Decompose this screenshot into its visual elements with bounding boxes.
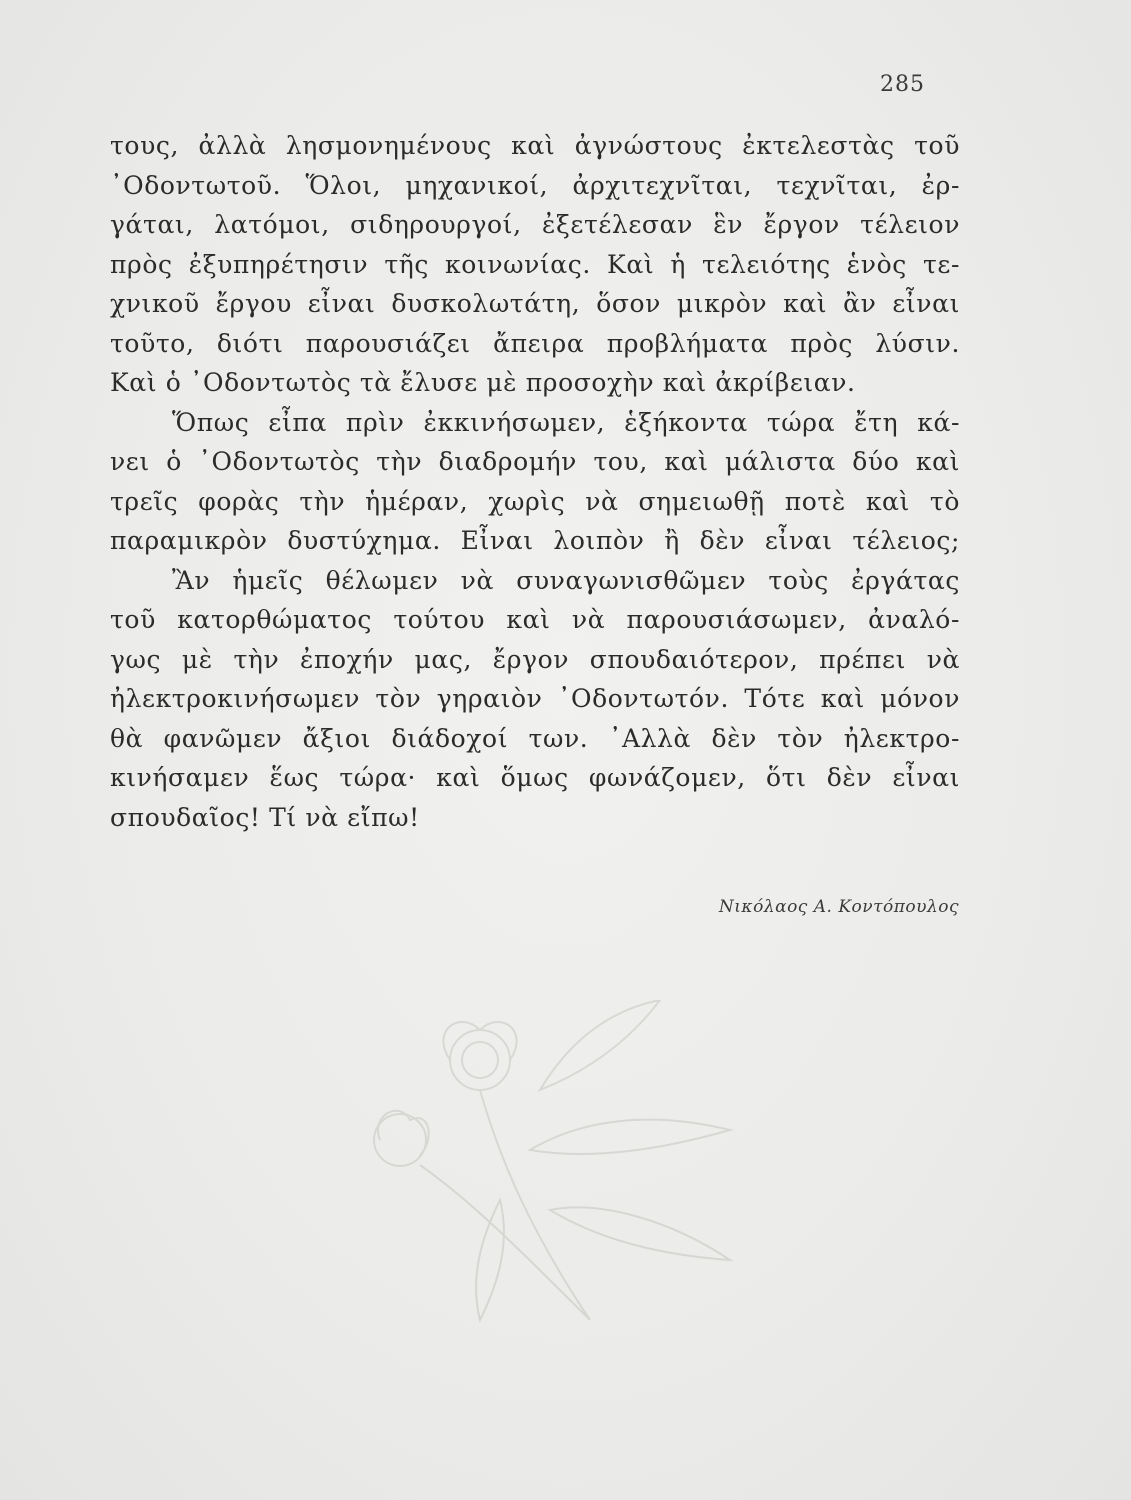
text-line: γάται, λατόμοι, σιδηρουργοί, ἐξετέλεσαν ἓν ἔργον τέλειον: [110, 210, 960, 239]
text-line: θὰ φανῶμεν ἄξιοι διάδοχοί των. ᾿Αλλὰ δὲν τὸν ἠλεκτρο-: [110, 723, 960, 753]
text-line: ἠλεκτροκινήσωμεν τὸν γηραιὸν ᾿Οδοντωτόν. Τότε καὶ μόνον: [110, 684, 960, 713]
text-line: ᾿Οδοντωτοῦ. Ὅλοι, μηχανικοί, ἀρχιτεχνῖται, τεχνῖται, ἐρ-: [110, 170, 960, 200]
text-line: χνικοῦ ἔργου εἶναι δυσκολωτάτη, ὅσον μικρὸν καὶ ἂν εἶναι: [110, 289, 960, 318]
text-line: σπουδαῖος! Τί νὰ εἴπω!: [110, 802, 420, 832]
text-line: τους, ἀλλὰ λησμονημένους καὶ ἀγνώστους ἐκτελεστὰς τοῦ: [110, 131, 960, 160]
page-number: 285: [880, 72, 925, 97]
text-line: Ὅπως εἶπα πρὶν ἐκκινήσωμεν, ἑξήκοντα τώρα ἔτη κά-: [172, 407, 960, 437]
text-line: τοῦτο, διότι παρουσιάζει ἄπειρα προβλήματα πρὸς λύσιν.: [110, 328, 960, 358]
text-line: τρεῖς φορὰς τὴν ἡμέραν, χωρὶς νὰ σημειωθῇ ποτὲ καὶ τὸ: [110, 486, 960, 516]
body-text: [110, 126, 960, 837]
text-line: παραμικρὸν δυστύχημα. Εἶναι λοιπὸν ἢ δὲν εἶναι τέλειος;: [110, 526, 960, 555]
text-line: Καὶ ὁ ᾿Οδοντωτὸς τὰ ἔλυσε μὲ προσοχὴν καὶ ἀκρίβειαν.: [110, 368, 856, 397]
text-line: τοῦ κατορθώματος τούτου καὶ νὰ παρουσιάσωμεν, ἀναλό-: [110, 605, 960, 634]
text-line: γως μὲ τὴν ἐποχήν μας, ἔργον σπουδαιότερον, πρέπει νὰ: [110, 644, 960, 674]
text-line: Ἂν ἡμεῖς θέλωμεν νὰ συναγωνισθῶμεν τοὺς ἐργάτας: [172, 565, 960, 595]
floral-watermark: [330, 1000, 750, 1330]
author-signature: Νικόλαος Α. Κοντόπουλος: [718, 897, 959, 917]
text-line: κινήσαμεν ἕως τώρα· καὶ ὅμως φωνάζομεν, ὅτι δὲν εἶναι: [110, 763, 960, 792]
text-line: νει ὁ ᾿Οδοντωτὸς τὴν διαδρομήν του, καὶ μάλιστα δύο καὶ: [110, 447, 960, 476]
text-line: πρὸς ἐξυπηρέτησιν τῆς κοινωνίας. Καὶ ἡ τελειότης ἑνὸς τε-: [110, 249, 960, 279]
